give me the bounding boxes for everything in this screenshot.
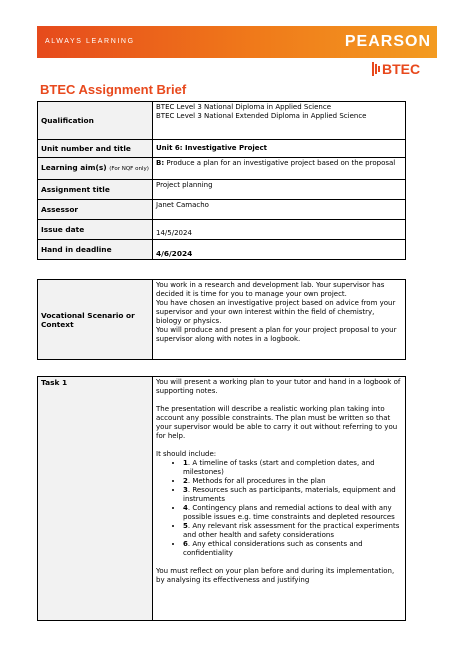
list-item: • 1. A timeline of tasks (start and completion dates, and milestones) <box>183 459 402 477</box>
spacer <box>156 441 402 450</box>
btec-mark-icon <box>372 62 381 76</box>
assignment-label: Assignment title <box>38 180 153 200</box>
unit-label: Unit number and title <box>38 140 153 158</box>
task-paragraph-3: It should include: <box>156 450 217 458</box>
aim-note: (For NQF only) <box>109 166 149 172</box>
list-item: • 5. Any relevant risk assessment for the practical experiments and other health and safety considerations <box>183 522 402 540</box>
scenario-paragraph-1: You work in a research and development lab. Your supervisor has decided it is time for you to manage your own project. <box>156 281 385 298</box>
pearson-banner <box>37 26 437 58</box>
btec-logo <box>372 60 438 78</box>
task-list <box>156 459 402 558</box>
aim-label: Learning aim(s) <box>41 163 107 172</box>
aim-value <box>153 158 406 180</box>
btec-logo-text: BTEC <box>382 61 421 77</box>
scenario-text <box>153 280 406 360</box>
qualification-line2: BTEC Level 3 National Extended Diploma in Applied Science <box>156 112 367 120</box>
task-text <box>153 377 406 621</box>
deadline-label: Hand in deadline <box>38 240 153 260</box>
list-item: • 3. Resources such as participants, materials, equipment and instruments <box>183 486 402 504</box>
scenario-paragraph-2: You have chosen an investigative project based on advice from your supervisor and your own interest within the field of chemistry, biology or physics. <box>156 299 396 325</box>
unit-value: Unit 6: Investigative Project <box>153 140 406 158</box>
pearson-logo: PEARSON <box>344 33 431 50</box>
task-label: Task 1 <box>38 377 153 621</box>
task-paragraph-4: You must reflect on your plan before and during its implementation, by analysing its effectiveness and justifying <box>156 567 395 584</box>
issue-value: 14/5/2024 <box>153 220 406 240</box>
assessor-label: Assessor <box>38 200 153 220</box>
task-table <box>37 376 406 621</box>
list-item: • 2. Methods for all procedures in the plan <box>183 477 402 486</box>
details-table <box>37 101 406 260</box>
spacer <box>156 396 402 405</box>
list-item: • 4. Contingency plans and remedial actions to deal with any possible issues e.g. time constraints and depleted resources <box>183 504 402 522</box>
list-item: • 6. Any ethical considerations such as consents and confidentiality <box>183 540 402 558</box>
task-paragraph-1: You will present a working plan to your tutor and hand in a logbook of supporting notes. <box>156 378 401 395</box>
qualification-label: Qualification <box>38 102 153 140</box>
aim-label-cell <box>38 158 153 180</box>
assignment-value: Project planning <box>153 180 406 200</box>
spacer <box>156 558 402 567</box>
assessor-value: Janet Camacho <box>153 200 406 220</box>
qualification-value <box>153 102 406 140</box>
task-paragraph-2: The presentation will describe a realistic working plan taking into account any possible constraints. The plan must be written so that your supervisor would be able to carry it out without referring to you for help. <box>156 405 398 440</box>
issue-label: Issue date <box>38 220 153 240</box>
scenario-table <box>37 279 406 360</box>
qualification-line1: BTEC Level 3 National Diploma in Applied Science <box>156 103 332 111</box>
aim-text: Produce a plan for an investigative project based on the proposal <box>164 159 396 167</box>
aim-code: B: <box>156 159 165 167</box>
page-title: BTEC Assignment Brief <box>40 82 187 97</box>
deadline-value: 4/6/2024 <box>153 240 406 260</box>
scenario-paragraph-3: You will produce and present a plan for your project proposal to your supervisor along with notes in a logbook. <box>156 326 397 343</box>
banner-tagline: ALWAYS LEARNING <box>45 38 135 45</box>
scenario-label: Vocational Scenario or Context <box>38 280 153 360</box>
